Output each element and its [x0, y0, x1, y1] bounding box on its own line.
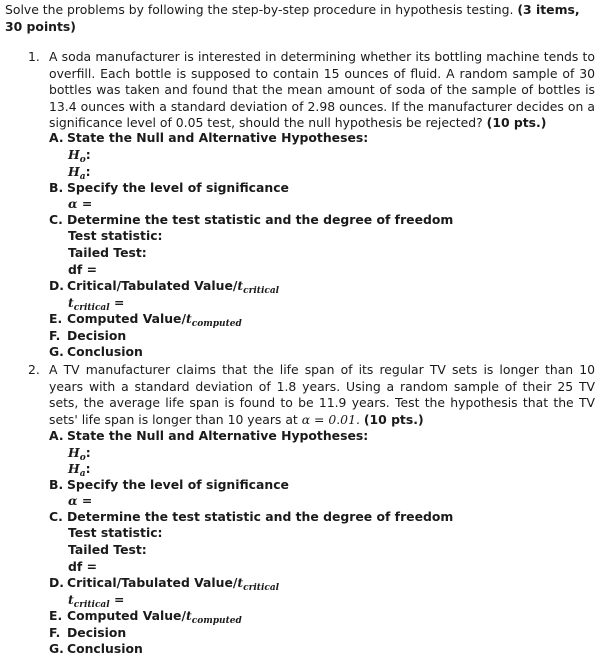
- tailed-test-label: Tailed Test:: [68, 245, 147, 260]
- alt-hypothesis-label: $H_a$:: [68, 164, 91, 182]
- problem-points: (10 pts.): [363, 411, 424, 427]
- problem-number: 1.: [28, 49, 40, 64]
- alpha-expression: α = 0.01.: [301, 411, 360, 427]
- instructions-points: (3 items, 30 points): [5, 2, 580, 34]
- df-label: df =: [68, 262, 97, 277]
- tailed-test-label: Tailed Test:: [68, 542, 147, 557]
- test-statistic-label: Test statistic:: [68, 525, 163, 540]
- test-statistic-label: Test statistic:: [68, 228, 163, 243]
- problem-text: A TV manufacturer claims that the life span of its regular TV sets is longer than 10 years with a standard deviation of 1.8 years. Using a random sample of their 25 TV sets, the average life span is found to be 11.9 years. Test the hypothesis that the TV sets' life span is longer than 10 years at α = 0.01. (10 pts.): [49, 362, 595, 427]
- problem-text: A soda manufacturer is interested in determining whether its bottling machine tends to overfill. Each bottle is supposed to contain 15 ounces of fluid. A random sample of 30 bottles was taken and found that the mean amount of soda of the sample of bottles is 13.4 ounces with a standard deviation of 2.98 ounces. If the manufacturer decides on a significance level of 0.05 test, should the null hypothesis be rejected? (10 pts.): [49, 49, 595, 131]
- instructions-text: Solve the problems by following the step-by-step procedure in hypothesis testing.: [5, 2, 514, 17]
- instructions: [5, 1, 595, 35]
- alpha-label: α =: [68, 196, 93, 211]
- problem-points: (10 pts.): [486, 115, 547, 131]
- alpha-label: α =: [68, 493, 93, 508]
- t-critical-label: $t_{critical}$ =: [68, 592, 125, 610]
- null-hypothesis-label: $H_o$:: [68, 445, 91, 463]
- null-hypothesis-label: $H_o$:: [68, 147, 91, 165]
- problem-number: 2.: [28, 362, 40, 377]
- alt-hypothesis-label: $H_a$:: [68, 461, 91, 479]
- t-critical-label: $t_{critical}$ =: [68, 295, 125, 313]
- df-label: df =: [68, 559, 97, 574]
